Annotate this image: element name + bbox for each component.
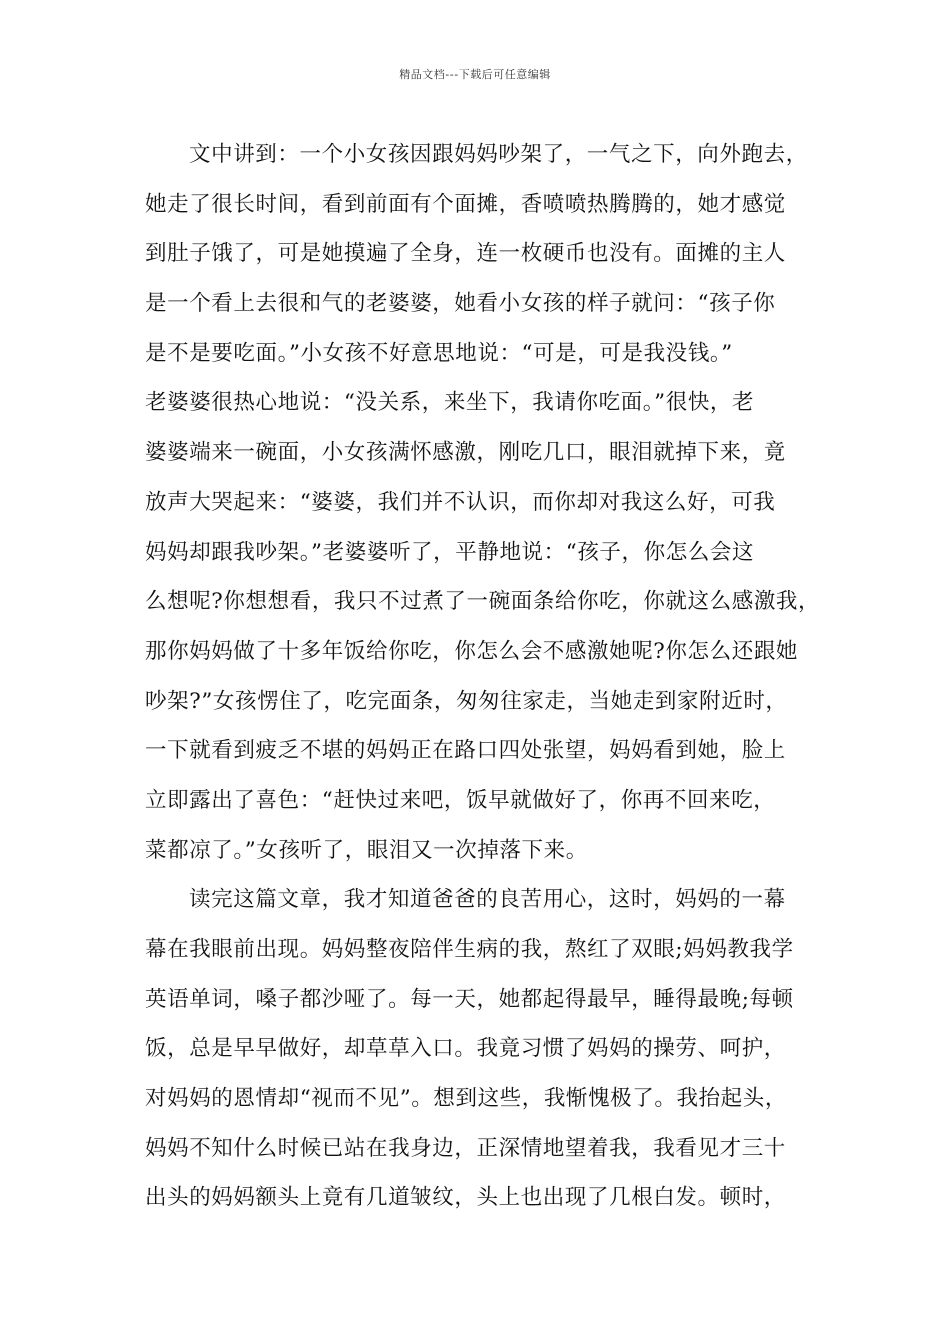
text-line: 妈妈却跟我吵架。”老婆婆听了，平静地说：“孩子，你怎么会这	[145, 539, 755, 565]
text-line: 对妈妈的恩情却“视而不见”。想到这些，我惭愧极了。我抬起头，	[145, 1086, 787, 1112]
page-header: 精品文档---下载后可任意编辑	[399, 68, 551, 81]
text-line: 她走了很长时间，看到前面有个面摊，香喷喷热腾腾的，她才感觉	[145, 191, 786, 217]
text-line: 菜都凉了。”女孩听了，眼泪又一次掉落下来。	[145, 837, 588, 863]
text-line: 文中讲到：一个小女孩因跟妈妈吵架了，一气之下，向外跑去，	[189, 142, 808, 167]
text-line: 是不是要吃面。”小女孩不好意思地说：“可是，可是我没钱。”	[145, 340, 733, 366]
text-line: 是一个看上去很和气的老婆婆，她看小女孩的样子就问：“孩子你	[145, 291, 776, 317]
text-line: 么想呢?你想想看，我只不过煮了一碗面条给你吃，你就这么感激我，	[145, 589, 821, 615]
text-line: 幕在我眼前出现。妈妈整夜陪伴生病的我，熬红了双眼;妈妈教我学	[145, 937, 794, 962]
text-line: 一下就看到疲乏不堪的妈妈正在路口四处张望，妈妈看到她，脸上	[145, 738, 786, 764]
text-line: 到肚子饿了，可是她摸遍了全身，连一枚硬币也没有。面摊的主人	[145, 241, 786, 267]
body-text	[145, 130, 835, 1223]
text-line: 妈妈不知什么时候已站在我身边，正深情地望着我，我看见才三十	[145, 1135, 786, 1161]
text-line: 出头的妈妈额头上竟有几道皱纹，头上也出现了几根白发。顿时，	[145, 1185, 786, 1211]
text-line: 吵架?”女孩愣住了，吃完面条，匆匆往家走，当她走到家附近时，	[145, 688, 788, 714]
text-line: 婆婆端来一碗面，小女孩满怀感激，刚吃几口，眼泪就掉下来，竟	[145, 440, 786, 466]
text-line: 英语单词，嗓子都沙哑了。每一天，她都起得最早，睡得最晚;每顿	[145, 986, 794, 1012]
text-line: 那你妈妈做了十多年饭给你吃，你怎么会不感激她呢?你怎么还跟她	[145, 638, 799, 664]
text-line: 老婆婆很热心地说：“没关系，来坐下，我请你吃面。”很快，老	[145, 390, 755, 416]
text-line: 饭，总是早早做好，却草草入口。我竟习惯了妈妈的操劳、呵护，	[145, 1036, 786, 1062]
text-line: 读完这篇文章，我才知道爸爸的良苦用心，这时，妈妈的一幕	[189, 887, 786, 913]
text-line: 放声大哭起来：“婆婆，我们并不认识，而你却对我这么好，可我	[145, 489, 776, 515]
text-line: 立即露出了喜色：“赶快过来吧，饭早就做好了，你再不回来吃，	[145, 787, 776, 813]
